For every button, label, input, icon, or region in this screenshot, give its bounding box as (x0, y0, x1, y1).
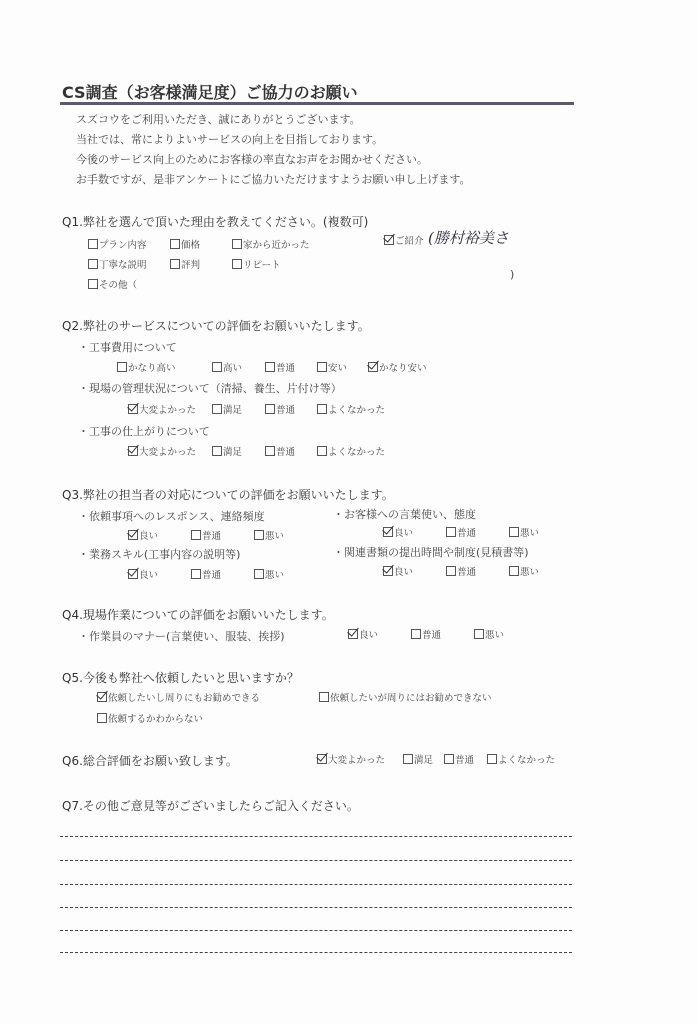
comment-line[interactable] (60, 907, 572, 908)
q3-item-skill: ・業務スキル(工事内容の説明等) (78, 548, 241, 561)
q3-skill-option[interactable]: 良い (128, 567, 158, 581)
checkbox[interactable] (117, 362, 127, 372)
q2-finish-option[interactable]: 満足 (212, 444, 242, 458)
q2-cost-option[interactable]: 普通 (265, 360, 295, 374)
q5-option-unsure[interactable]: 依頼するかわからない (97, 711, 203, 725)
checkbox[interactable] (254, 569, 264, 579)
checkbox[interactable] (474, 629, 484, 639)
checkbox[interactable] (317, 362, 327, 372)
q2-item-cost: ・工事費用について (78, 341, 177, 354)
checkbox[interactable] (509, 527, 519, 537)
checkbox[interactable] (444, 754, 454, 764)
q2-site-option[interactable]: 満足 (212, 402, 242, 416)
checkbox[interactable] (232, 259, 242, 269)
q1-handwritten-name: (勝村裕美さ (428, 229, 509, 247)
q2-cost-option[interactable]: 安い (317, 360, 347, 374)
q3-item-documents: ・関連書類の提出時間や制度(見積書等) (333, 546, 529, 559)
checkbox[interactable] (446, 527, 456, 537)
q1-option-repeat[interactable]: リピート (232, 257, 281, 271)
intro-line: 今後のサービス向上のためにお客様の率直なお声をお聞かせください。 (76, 153, 428, 166)
q1-option-plan[interactable]: プラン内容 (88, 237, 147, 251)
checkbox[interactable] (170, 239, 180, 249)
checkbox[interactable] (319, 692, 329, 702)
q6-option[interactable]: 大変よかった (317, 752, 385, 766)
q3-documents-option[interactable]: 良い (383, 564, 413, 578)
checkbox-checked[interactable] (383, 527, 393, 537)
intro-line: 当社では、常によりよいサービスの向上を目指しております。 (76, 133, 384, 146)
q1-option-price[interactable]: 価格 (170, 237, 200, 251)
q1-option-other[interactable]: その他（ (88, 277, 137, 291)
q6-option[interactable]: 満足 (403, 752, 433, 766)
q3-item-manner: ・お客様への言葉使い、態度 (333, 508, 476, 521)
q5-option-recommend[interactable]: 依頼したいし周りにもお勧めできる (97, 690, 260, 704)
checkbox[interactable] (97, 713, 107, 723)
checkbox-checked[interactable] (128, 569, 138, 579)
q2-question: Q2.弊社のサービスについての評価をお願いいたします。 (62, 319, 370, 333)
checkbox-checked[interactable] (128, 530, 138, 540)
q4-option[interactable]: 良い (348, 627, 378, 641)
q7-question: Q7.その他ご意見等がございましたらご記入ください。 (62, 799, 359, 813)
page-title: CS調査（お客様満足度）ご協力のお願い (62, 83, 358, 102)
comment-line[interactable] (60, 836, 572, 837)
q3-response-option[interactable]: 普通 (191, 528, 221, 542)
q3-manner-option[interactable]: 良い (383, 525, 413, 539)
q2-cost-option[interactable]: かなり安い (368, 360, 427, 374)
q2-finish-option[interactable]: 普通 (265, 444, 295, 458)
comment-line[interactable] (60, 930, 572, 931)
q2-site-option[interactable]: よくなかった (317, 402, 385, 416)
checkbox[interactable] (446, 566, 456, 576)
checkbox-checked[interactable] (128, 446, 138, 456)
checkbox-checked[interactable] (384, 235, 394, 245)
checkbox[interactable] (212, 404, 222, 414)
q3-manner-option[interactable]: 悪い (509, 525, 539, 539)
title-underline (60, 102, 574, 105)
checkbox[interactable] (170, 259, 180, 269)
checkbox[interactable] (317, 446, 327, 456)
checkbox[interactable] (212, 362, 222, 372)
comment-line[interactable] (60, 860, 572, 861)
q5-option-no-recommend[interactable]: 依頼したいが周りにはお勧めできない (319, 690, 492, 704)
checkbox[interactable] (232, 239, 242, 249)
q2-finish-option[interactable]: 大変よかった (128, 444, 196, 458)
checkbox[interactable] (403, 754, 413, 764)
checkbox-checked[interactable] (317, 754, 327, 764)
checkbox[interactable] (254, 530, 264, 540)
q4-option[interactable]: 悪い (474, 627, 504, 641)
intro-line: お手数ですが、是非アンケートにご協力いただけますようお願い申し上げます。 (76, 173, 471, 186)
q2-cost-option[interactable]: 高い (212, 360, 242, 374)
checkbox[interactable] (265, 404, 275, 414)
q1-question: Q1.弊社を選んで頂いた理由を教えてください。(複数可) (62, 215, 369, 229)
q2-item-site: ・現場の管理状況について（清掃、養生、片付け等） (78, 382, 342, 395)
q1-close-paren: ) (510, 268, 515, 281)
checkbox[interactable] (487, 754, 497, 764)
checkbox[interactable] (212, 446, 222, 456)
q3-documents-option[interactable]: 普通 (446, 564, 476, 578)
comment-line[interactable] (60, 884, 572, 885)
checkbox-checked[interactable] (383, 566, 393, 576)
comment-line[interactable] (60, 952, 572, 953)
q4-question: Q4.現場作業についての評価をお願いいたします。 (62, 608, 334, 622)
q6-option[interactable]: よくなかった (487, 752, 555, 766)
q4-item-manners: ・作業員のマナー(言葉使い、服装、挨拶) (78, 630, 285, 643)
intro-line: スズコウをご利用いただき、誠にありがとうございます。 (76, 113, 361, 126)
q3-manner-option[interactable]: 普通 (446, 525, 476, 539)
checkbox-checked[interactable] (97, 692, 107, 702)
q1-option-near[interactable]: 家から近かった (232, 237, 310, 251)
q4-option[interactable]: 普通 (411, 627, 441, 641)
q1-option-reputation[interactable]: 評判 (170, 257, 200, 271)
checkbox[interactable] (88, 239, 98, 249)
q5-question: Q5.今後も弊社へ依頼したいと思いますか？ (62, 671, 299, 685)
checkbox-checked[interactable] (348, 629, 358, 639)
q2-finish-option[interactable]: よくなかった (317, 444, 385, 458)
q1-option-explain[interactable]: 丁寧な説明 (88, 257, 147, 271)
checkbox[interactable] (88, 279, 98, 289)
checkbox[interactable] (317, 404, 327, 414)
q6-question: Q6.総合評価をお願い致します。 (62, 754, 238, 768)
q2-item-finish: ・工事の仕上がりについて (78, 425, 210, 438)
checkbox-checked[interactable] (368, 362, 378, 372)
q3-response-option[interactable]: 良い (128, 528, 158, 542)
checkbox[interactable] (411, 629, 421, 639)
q2-cost-option[interactable]: かなり高い (117, 360, 176, 374)
checkbox[interactable] (265, 362, 275, 372)
q3-documents-option[interactable]: 悪い (509, 564, 539, 578)
q3-skill-option[interactable]: 悪い (254, 567, 284, 581)
checkbox[interactable] (191, 569, 201, 579)
q2-site-option[interactable]: 普通 (265, 402, 295, 416)
checkbox[interactable] (191, 530, 201, 540)
q6-option[interactable]: 普通 (444, 752, 474, 766)
q3-question: Q3.弊社の担当者の対応についての評価をお願いいたします。 (62, 488, 394, 502)
checkbox-checked[interactable] (128, 404, 138, 414)
q2-site-option[interactable]: 大変よかった (128, 402, 196, 416)
q3-response-option[interactable]: 悪い (254, 528, 284, 542)
q3-skill-option[interactable]: 普通 (191, 567, 221, 581)
checkbox[interactable] (265, 446, 275, 456)
q3-item-response: ・依頼事項へのレスポンス、連絡頻度 (78, 510, 265, 523)
checkbox[interactable] (88, 259, 98, 269)
checkbox[interactable] (509, 566, 519, 576)
q1-option-referral[interactable]: ご紹介 (384, 233, 424, 247)
